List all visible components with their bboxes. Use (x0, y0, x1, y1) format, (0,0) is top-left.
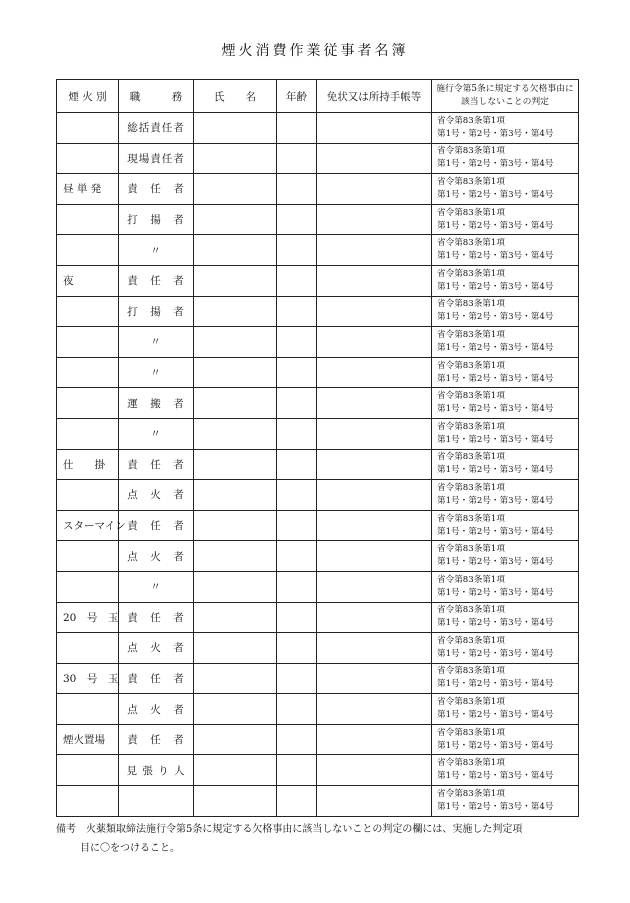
category-cell (57, 327, 119, 358)
header-row (57, 80, 579, 113)
table-row (57, 296, 579, 327)
judgment-line-1: 省令第83条第1項 (437, 544, 505, 555)
category-cell (57, 694, 119, 725)
role-cell (119, 786, 194, 817)
age-cell[interactable] (277, 633, 317, 664)
judgment-line-2: 第1号・第2号・第3号・第4号 (437, 312, 554, 323)
age-cell[interactable] (277, 418, 317, 449)
table-row (57, 265, 579, 296)
role-cell: 〃 (119, 357, 194, 388)
license-cell[interactable] (317, 571, 432, 602)
license-cell[interactable] (317, 235, 432, 266)
judgment-cell (432, 786, 579, 817)
judgment-cell (432, 449, 579, 480)
judgment-line-1: 省令第83条第1項 (437, 605, 505, 616)
judgment-cell (432, 265, 579, 296)
role-cell: 〃 (119, 235, 194, 266)
role-cell: 総括責任者 (119, 113, 194, 144)
judgment-cell (432, 204, 579, 235)
judgment-cell (432, 113, 579, 144)
age-cell[interactable] (277, 143, 317, 174)
role-cell: 運 搬 者 (119, 388, 194, 419)
table-row (57, 449, 579, 480)
category-cell (57, 755, 119, 786)
role-cell: 責 任 者 (119, 724, 194, 755)
category-cell: 昼 単 発 (57, 174, 119, 205)
category-cell (57, 296, 119, 327)
judgment-line-1: 省令第83条第1項 (437, 421, 505, 432)
judgment-line-2: 第1号・第2号・第3号・第4号 (437, 495, 554, 506)
name-cell[interactable] (194, 510, 277, 541)
license-cell[interactable] (317, 449, 432, 480)
name-cell[interactable] (194, 755, 277, 786)
role-cell: 打 揚 者 (119, 204, 194, 235)
name-cell[interactable] (194, 663, 277, 694)
header-role: 職 務 (119, 80, 194, 113)
category-cell (57, 786, 119, 817)
judgment-cell (432, 357, 579, 388)
table-row (57, 235, 579, 266)
judgment-line-1: 省令第83条第1項 (437, 758, 505, 769)
judgment-line-1: 省令第83条第1項 (437, 482, 505, 493)
judgment-line-1: 省令第83条第1項 (437, 238, 505, 249)
judgment-line-2: 第1号・第2号・第3号・第4号 (437, 189, 554, 200)
table-row (57, 602, 579, 633)
judgment-cell (432, 143, 579, 174)
header-age: 年齢 (277, 80, 317, 113)
judgment-line-2: 第1号・第2号・第3号・第4号 (437, 404, 554, 415)
category-cell (57, 633, 119, 664)
judgment-cell (432, 694, 579, 725)
judgment-line-1: 省令第83条第1項 (437, 391, 505, 402)
judgment-line-2: 第1号・第2号・第3号・第4号 (437, 771, 554, 782)
table-row (57, 204, 579, 235)
remarks-note (56, 820, 578, 858)
remarks-line-1: 備考 火薬類取締法施行令第5条に規定する欠格事由に該当しないことの判定の欄には、実施した判定項 (56, 824, 523, 835)
table-row (57, 786, 579, 817)
judgment-line-2: 第1号・第2号・第3号・第4号 (437, 434, 554, 445)
age-cell[interactable] (277, 602, 317, 633)
license-cell[interactable] (317, 357, 432, 388)
judgment-line-1: 省令第83条第1項 (437, 146, 505, 157)
document-title: 煙火消費作業従事者名簿 (221, 43, 409, 59)
name-cell[interactable] (194, 204, 277, 235)
role-cell: 打 揚 者 (119, 296, 194, 327)
age-cell[interactable] (277, 174, 317, 205)
table-row (57, 510, 579, 541)
role-cell: 〃 (119, 327, 194, 358)
judgment-cell (432, 296, 579, 327)
age-cell[interactable] (277, 449, 317, 480)
category-cell (57, 480, 119, 511)
license-cell[interactable] (317, 143, 432, 174)
license-cell[interactable] (317, 296, 432, 327)
role-cell: 点 火 者 (119, 541, 194, 572)
category-cell: スターマイン (57, 510, 119, 541)
license-cell[interactable] (317, 724, 432, 755)
role-cell: 〃 (119, 418, 194, 449)
table-row (57, 724, 579, 755)
judgment-cell (432, 388, 579, 419)
age-cell[interactable] (277, 357, 317, 388)
table-row (57, 663, 579, 694)
judgment-cell (432, 480, 579, 511)
age-cell[interactable] (277, 786, 317, 817)
name-cell[interactable] (194, 724, 277, 755)
table-row (57, 480, 579, 511)
name-cell[interactable] (194, 449, 277, 480)
remarks-line-2: 目に〇をつけること。 (80, 843, 180, 854)
license-cell[interactable] (317, 663, 432, 694)
role-cell: 責 任 者 (119, 510, 194, 541)
age-cell[interactable] (277, 327, 317, 358)
judgment-line-2: 第1号・第2号・第3号・第4号 (437, 373, 554, 384)
roster-body (57, 113, 579, 817)
judgment-line-2: 第1号・第2号・第3号・第4号 (437, 679, 554, 690)
name-cell[interactable] (194, 388, 277, 419)
name-cell[interactable] (194, 143, 277, 174)
name-cell[interactable] (194, 602, 277, 633)
name-cell[interactable] (194, 174, 277, 205)
name-cell[interactable] (194, 357, 277, 388)
table-row (57, 174, 579, 205)
age-cell[interactable] (277, 388, 317, 419)
judgment-line-2: 第1号・第2号・第3号・第4号 (437, 587, 554, 598)
header-license: 免状又は所持手帳等 (317, 80, 432, 113)
judgment-cell (432, 724, 579, 755)
judgment-cell (432, 633, 579, 664)
name-cell[interactable] (194, 541, 277, 572)
name-cell[interactable] (194, 418, 277, 449)
category-cell: 20 号 玉 (57, 602, 119, 633)
table-row (57, 418, 579, 449)
role-cell: 〃 (119, 571, 194, 602)
name-cell[interactable] (194, 235, 277, 266)
name-cell[interactable] (194, 265, 277, 296)
age-cell[interactable] (277, 235, 317, 266)
category-cell (57, 357, 119, 388)
license-cell[interactable] (317, 480, 432, 511)
license-cell[interactable] (317, 327, 432, 358)
judgment-line-1: 省令第83条第1項 (437, 635, 505, 646)
judgment-line-2: 第1号・第2号・第3号・第4号 (437, 342, 554, 353)
table-row (57, 633, 579, 664)
judgment-cell (432, 571, 579, 602)
judgment-cell (432, 602, 579, 633)
role-cell: 点 火 者 (119, 633, 194, 664)
judgment-line-1: 省令第83条第1項 (437, 666, 505, 677)
header-category: 煙 火 別 (57, 80, 119, 113)
judgment-line-1: 省令第83条第1項 (437, 452, 505, 463)
name-cell[interactable] (194, 571, 277, 602)
table-row (57, 357, 579, 388)
judgment-line-2: 第1号・第2号・第3号・第4号 (437, 740, 554, 751)
role-cell: 点 火 者 (119, 694, 194, 725)
judgment-cell (432, 327, 579, 358)
table-row (57, 541, 579, 572)
license-cell[interactable] (317, 633, 432, 664)
table-row (57, 143, 579, 174)
name-cell[interactable] (194, 480, 277, 511)
category-cell (57, 113, 119, 144)
judgment-line-1: 省令第83条第1項 (437, 574, 505, 585)
license-cell[interactable] (317, 786, 432, 817)
judgment-line-1: 省令第83条第1項 (437, 299, 505, 310)
judgment-line-2: 第1号・第2号・第3号・第4号 (437, 618, 554, 629)
judgment-line-1: 省令第83条第1項 (437, 115, 505, 126)
table-row (57, 694, 579, 725)
license-cell[interactable] (317, 755, 432, 786)
age-cell[interactable] (277, 541, 317, 572)
header-name: 氏 名 (194, 80, 277, 113)
judgment-line-2: 第1号・第2号・第3号・第4号 (437, 801, 554, 812)
judgment-line-2: 第1号・第2号・第3号・第4号 (437, 281, 554, 292)
judgment-line-2: 第1号・第2号・第3号・第4号 (437, 251, 554, 262)
license-cell[interactable] (317, 418, 432, 449)
judgment-cell (432, 755, 579, 786)
role-cell: 責 任 者 (119, 663, 194, 694)
judgment-line-1: 省令第83条第1項 (437, 329, 505, 340)
age-cell[interactable] (277, 265, 317, 296)
judgment-cell (432, 418, 579, 449)
category-cell (57, 541, 119, 572)
age-cell[interactable] (277, 694, 317, 725)
judgment-cell (432, 174, 579, 205)
role-cell: 点 火 者 (119, 480, 194, 511)
judgment-line-2: 第1号・第2号・第3号・第4号 (437, 220, 554, 231)
role-cell: 現場責任者 (119, 143, 194, 174)
category-cell (57, 418, 119, 449)
judgment-line-1: 省令第83条第1項 (437, 268, 505, 279)
judgment-line-2: 第1号・第2号・第3号・第4号 (437, 710, 554, 721)
judgment-line-1: 省令第83条第1項 (437, 207, 505, 218)
judgment-cell (432, 510, 579, 541)
age-cell[interactable] (277, 480, 317, 511)
age-cell[interactable] (277, 724, 317, 755)
license-cell[interactable] (317, 113, 432, 144)
judgment-line-1: 省令第83条第1項 (437, 788, 505, 799)
judgment-line-2: 第1号・第2号・第3号・第4号 (437, 648, 554, 659)
age-cell[interactable] (277, 571, 317, 602)
category-cell (57, 204, 119, 235)
role-cell: 責 任 者 (119, 602, 194, 633)
license-cell[interactable] (317, 602, 432, 633)
table-row (57, 327, 579, 358)
role-cell: 責 任 者 (119, 265, 194, 296)
judgment-line-1: 省令第83条第1項 (437, 360, 505, 371)
name-cell[interactable] (194, 113, 277, 144)
judgment-line-2: 第1号・第2号・第3号・第4号 (437, 557, 554, 568)
judgment-cell (432, 541, 579, 572)
category-cell: 夜 (57, 265, 119, 296)
name-cell[interactable] (194, 296, 277, 327)
judgment-line-2: 第1号・第2号・第3号・第4号 (437, 465, 554, 476)
header-judgment: 施行令第5条に規定する欠格事由に該当しないことの判定 (432, 80, 579, 113)
age-cell[interactable] (277, 113, 317, 144)
license-cell[interactable] (317, 541, 432, 572)
license-cell[interactable] (317, 510, 432, 541)
judgment-cell (432, 663, 579, 694)
judgment-line-2: 第1号・第2号・第3号・第4号 (437, 159, 554, 170)
judgment-line-1: 省令第83条第1項 (437, 513, 505, 524)
judgment-line-1: 省令第83条第1項 (437, 727, 505, 738)
table-row (57, 571, 579, 602)
age-cell[interactable] (277, 755, 317, 786)
category-cell: 仕 掛 (57, 449, 119, 480)
category-cell (57, 571, 119, 602)
category-cell (57, 143, 119, 174)
license-cell[interactable] (317, 265, 432, 296)
license-cell[interactable] (317, 174, 432, 205)
license-cell[interactable] (317, 694, 432, 725)
name-cell[interactable] (194, 694, 277, 725)
age-cell[interactable] (277, 296, 317, 327)
name-cell[interactable] (194, 633, 277, 664)
age-cell[interactable] (277, 204, 317, 235)
age-cell[interactable] (277, 510, 317, 541)
license-cell[interactable] (317, 388, 432, 419)
table-row (57, 388, 579, 419)
judgment-line-1: 省令第83条第1項 (437, 176, 505, 187)
name-cell[interactable] (194, 786, 277, 817)
category-cell: 30 号 玉 (57, 663, 119, 694)
age-cell[interactable] (277, 663, 317, 694)
judgment-line-1: 省令第83条第1項 (437, 697, 505, 708)
license-cell[interactable] (317, 204, 432, 235)
role-cell: 見 張 り 人 (119, 755, 194, 786)
judgment-line-2: 第1号・第2号・第3号・第4号 (437, 526, 554, 537)
category-cell: 煙火置場 (57, 724, 119, 755)
category-cell (57, 235, 119, 266)
roster-table (56, 79, 579, 817)
role-cell: 責 任 者 (119, 174, 194, 205)
category-cell (57, 388, 119, 419)
judgment-line-2: 第1号・第2号・第3号・第4号 (437, 128, 554, 139)
name-cell[interactable] (194, 327, 277, 358)
role-cell: 責 任 者 (119, 449, 194, 480)
judgment-cell (432, 235, 579, 266)
table-row (57, 113, 579, 144)
table-row (57, 755, 579, 786)
